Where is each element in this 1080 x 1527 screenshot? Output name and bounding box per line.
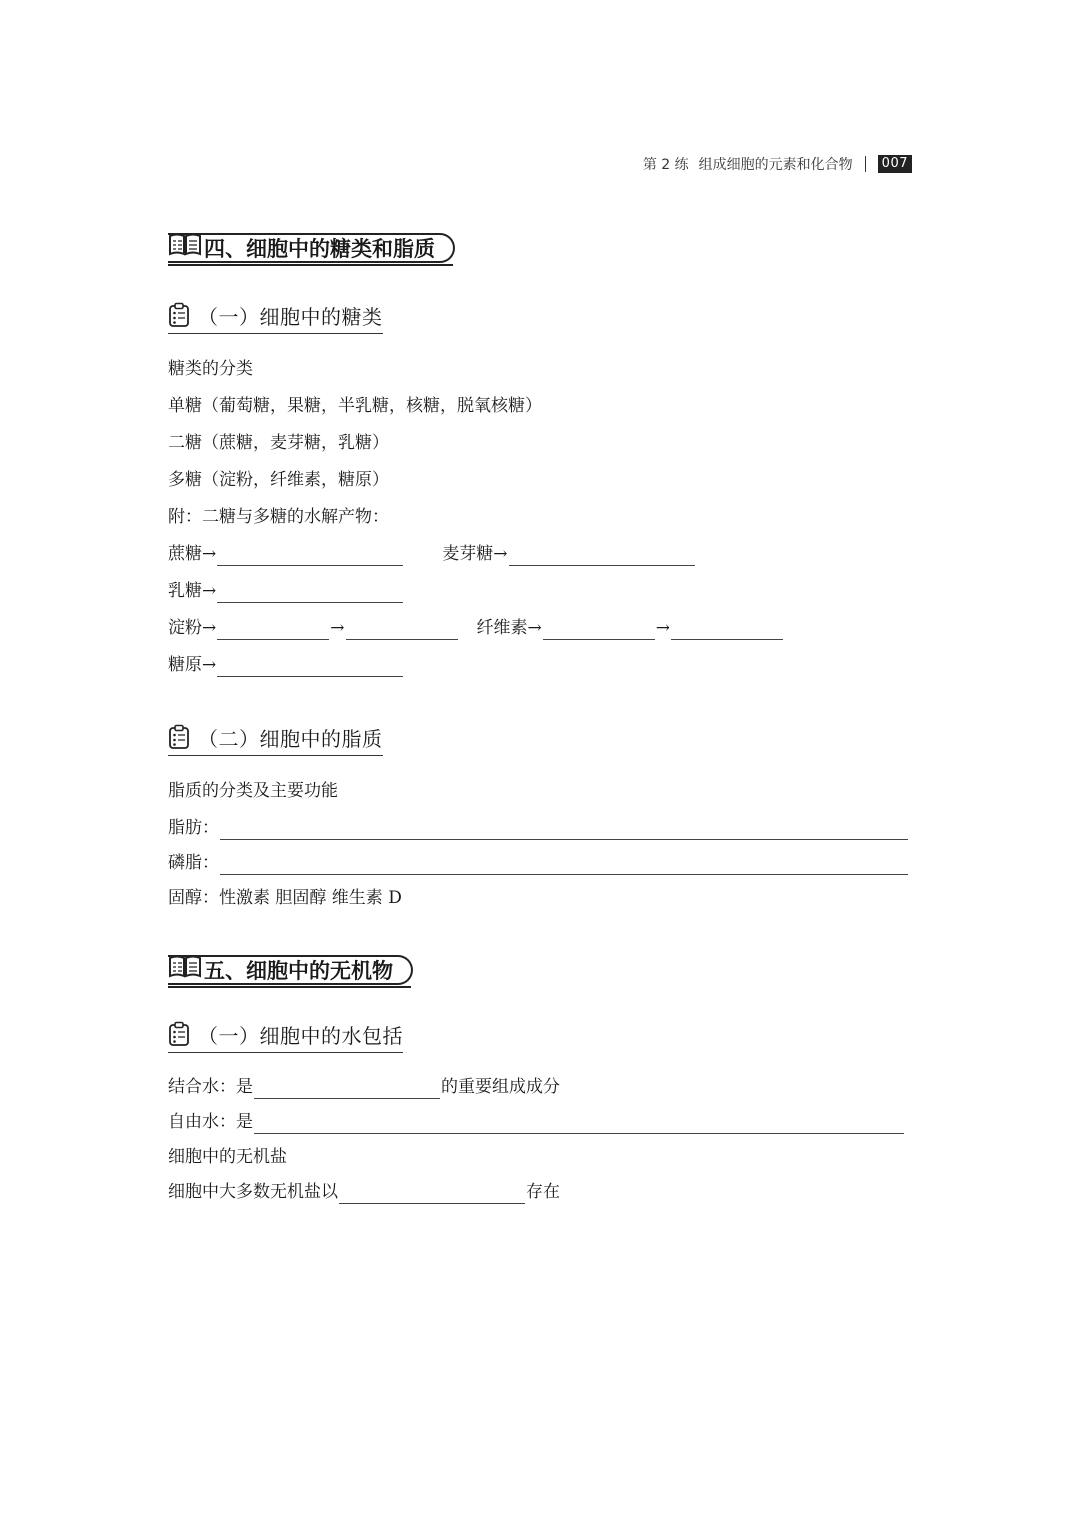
book-icon xyxy=(168,232,202,258)
cellulose-label: 纤维素→ xyxy=(476,618,542,638)
glycogen-row xyxy=(168,653,404,677)
lactose-row xyxy=(168,579,404,603)
section-heading-5 xyxy=(168,955,413,985)
header-divider xyxy=(865,156,866,172)
clipboard-icon xyxy=(168,302,190,328)
salt-suffix: 存在 xyxy=(526,1182,560,1202)
glycogen-label: 糖原→ xyxy=(168,655,217,675)
free-water-label: 自由水：是 xyxy=(168,1112,253,1132)
subsection-heading-sugars xyxy=(168,299,383,334)
sucrose-row xyxy=(168,542,696,566)
subsection-heading-lipids xyxy=(168,721,383,756)
starch-blank-2[interactable] xyxy=(346,619,458,640)
starch-row xyxy=(168,616,784,640)
fat-blank[interactable] xyxy=(220,819,908,840)
bound-water-suffix: 的重要组成成分 xyxy=(441,1077,560,1097)
maltose-label: 麦芽糖→ xyxy=(442,544,508,564)
section-title: 五、细胞中的无机物 xyxy=(204,959,393,983)
free-water-blank[interactable] xyxy=(254,1113,904,1134)
clipboard-icon xyxy=(168,724,190,750)
sucrose-label: 蔗糖→ xyxy=(168,544,217,564)
hydrolysis-note: 附：二糖与多糖的水解产物： xyxy=(168,507,389,527)
fat-row xyxy=(168,816,909,840)
lesson-label: 第 2 练 xyxy=(642,157,689,173)
bound-water-blank[interactable] xyxy=(254,1078,440,1099)
sucrose-blank[interactable] xyxy=(217,545,403,566)
salt-blank[interactable] xyxy=(339,1183,525,1204)
chapter-title: 组成细胞的元素和化合物 xyxy=(698,157,853,173)
phospholipid-label: 磷脂： xyxy=(168,853,219,873)
clipboard-icon xyxy=(168,1021,190,1047)
sterol-row: 固醇：性激素 胆固醇 维生素 D xyxy=(168,888,402,908)
glycogen-blank[interactable] xyxy=(217,656,403,677)
cellulose-blank-2[interactable] xyxy=(671,619,783,640)
starch-blank-1[interactable] xyxy=(217,619,329,640)
section-heading-pill xyxy=(168,955,413,985)
monosaccharides: 单糖（葡萄糖，果糖，半乳糖，核糖，脱氧核糖） xyxy=(168,396,542,416)
lactose-blank[interactable] xyxy=(217,582,403,603)
page-header xyxy=(643,154,912,174)
arrow: → xyxy=(655,618,670,638)
heading-underline xyxy=(168,986,411,988)
arrow: → xyxy=(330,618,345,638)
lipid-classification: 脂质的分类及主要功能 xyxy=(168,781,338,801)
fat-label: 脂肪： xyxy=(168,818,219,838)
section-heading-pill xyxy=(168,233,455,263)
bound-water-label: 结合水：是 xyxy=(168,1077,253,1097)
section-heading-4 xyxy=(168,233,455,263)
free-water-row xyxy=(168,1110,905,1134)
disaccharides: 二糖（蔗糖，麦芽糖，乳糖） xyxy=(168,433,389,453)
maltose-blank[interactable] xyxy=(509,545,695,566)
sugar-classification: 糖类的分类 xyxy=(168,359,253,379)
salt-label: 细胞中大多数无机盐以 xyxy=(168,1182,338,1202)
polysaccharides: 多糖（淀粉，纤维素，糖原） xyxy=(168,470,389,490)
salt-row xyxy=(168,1180,560,1204)
bound-water-row xyxy=(168,1075,560,1099)
page-number: 007 xyxy=(878,155,912,173)
section-title: 四、细胞中的糖类和脂质 xyxy=(204,237,435,261)
subsection-title: （一）细胞中的糖类 xyxy=(198,304,383,329)
cellulose-blank-1[interactable] xyxy=(543,619,655,640)
starch-label: 淀粉→ xyxy=(168,618,217,638)
subsection-title: （一）细胞中的水包括 xyxy=(198,1023,403,1048)
lactose-label: 乳糖→ xyxy=(168,581,217,601)
book-icon xyxy=(168,954,202,980)
heading-underline xyxy=(168,264,453,266)
subsection-title: （二）细胞中的脂质 xyxy=(198,726,383,751)
subsection-heading-water xyxy=(168,1018,403,1053)
phospholipid-row xyxy=(168,851,909,875)
phospholipid-blank[interactable] xyxy=(220,854,908,875)
salt-title: 细胞中的无机盐 xyxy=(168,1147,287,1167)
